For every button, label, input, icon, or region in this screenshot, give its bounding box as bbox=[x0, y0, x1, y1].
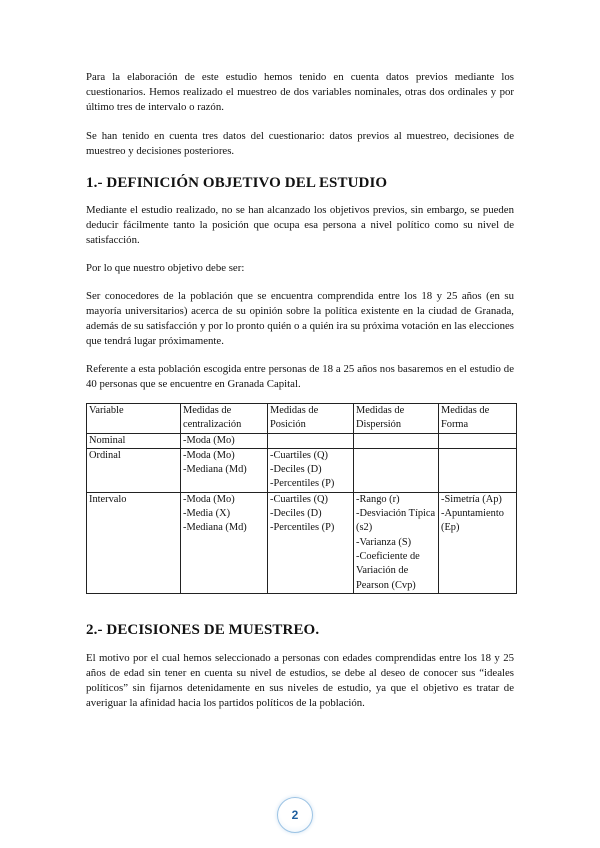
measure-item: -Simetría (Ap) bbox=[441, 493, 502, 505]
measure-item: -Varianza (S) bbox=[356, 536, 412, 548]
table-header-cell: Medidas de Posición bbox=[268, 404, 354, 434]
document-page bbox=[86, 70, 514, 711]
table-cell-variable: Intervalo bbox=[87, 492, 181, 593]
table-header-cell: Medidas de centralización bbox=[181, 404, 268, 434]
page-number: 2 bbox=[291, 808, 299, 822]
table-cell bbox=[439, 448, 517, 492]
section-1-paragraph-4: Referente a esta población escogida entre personas de 18 a 25 años nos basaremos en el estudio de 40 personas que se encuentre en Granada Capital. bbox=[86, 363, 514, 390]
table-row bbox=[87, 433, 517, 448]
table-cell bbox=[181, 492, 268, 593]
measure-item: -Percentiles (P) bbox=[270, 522, 335, 534]
table-cell bbox=[354, 448, 439, 492]
table-cell bbox=[354, 492, 439, 593]
table-cell bbox=[268, 492, 354, 593]
measure-item: -Moda (Mo) bbox=[183, 449, 235, 461]
intro-paragraph-2: Se han tenido en cuenta tres datos del cuestionario: datos previos al muestreo, decisiones de muestreo y decisiones posteriores. bbox=[86, 130, 514, 157]
table-cell-variable: Nominal bbox=[87, 433, 181, 448]
measure-item: -Deciles (D) bbox=[270, 508, 322, 520]
measure-item: -Rango (r) bbox=[356, 493, 400, 505]
measure-item: -Apuntamiento (Ep) bbox=[441, 508, 504, 534]
measures-table bbox=[86, 403, 517, 594]
table-cell bbox=[181, 448, 268, 492]
table-header-cell: Medidas de Forma bbox=[439, 404, 517, 434]
intro-paragraph-1: Para la elaboración de este estudio hemos tenido en cuenta datos previos mediante los cuestionarios. Hemos realizado el muestreo de dos variables nominales, otras dos ordinales y por último tres de intervalo o razón. bbox=[86, 71, 514, 113]
section-1-paragraph-2: Por lo que nuestro objetivo debe ser: bbox=[86, 262, 245, 274]
table-header-cell: Medidas de Dispersión bbox=[354, 404, 439, 434]
table-cell bbox=[439, 433, 517, 448]
table-cell bbox=[181, 433, 268, 448]
table-cell bbox=[268, 433, 354, 448]
measure-item: -Mediana (Md) bbox=[183, 522, 247, 534]
measure-item: -Moda (Mo) bbox=[183, 434, 235, 446]
measure-item: -Coeficiente de Variación de Pearson (Cvp) bbox=[356, 550, 420, 591]
table-header-row bbox=[87, 404, 517, 434]
measure-item: -Deciles (D) bbox=[270, 464, 322, 476]
measure-item: -Mediana (Md) bbox=[183, 464, 247, 476]
measure-item: -Media (X) bbox=[183, 508, 231, 520]
measure-item: -Cuartiles (Q) bbox=[270, 449, 328, 461]
page-number-badge bbox=[277, 797, 313, 833]
measure-item: -Percentiles (P) bbox=[270, 478, 335, 490]
table-cell bbox=[354, 433, 439, 448]
section-2-heading: 2.- DECISIONES DE MUESTREO. bbox=[86, 621, 320, 638]
table-header-cell: Variable bbox=[87, 404, 181, 434]
section-1-paragraph-3: Ser conocedores de la población que se encuentra comprendida entre los 18 y 25 años (en su mayoría universitarios) acerca de su opinión sobre la política existente en la ciudad de Granada, además de su satisfacción y por lo pronto quién o a quién ira su próxima votación en las elecciones que tendrá lugar próximamente. bbox=[86, 290, 514, 347]
table-row bbox=[87, 492, 517, 593]
section-1-paragraph-1: Mediante el estudio realizado, no se han alcanzado los objetivos previos, sin embargo, se pueden deducir fácilmente tanto la posición que ocupa esa persona a nivel político como su nivel de satisfacción. bbox=[86, 204, 514, 246]
table-row bbox=[87, 448, 517, 492]
table-cell-variable: Ordinal bbox=[87, 448, 181, 492]
measure-item: -Cuartiles (Q) bbox=[270, 493, 328, 505]
table-cell bbox=[268, 448, 354, 492]
measure-item: -Moda (Mo) bbox=[183, 493, 235, 505]
table-cell bbox=[439, 492, 517, 593]
measure-item: -Desviación Típica (s2) bbox=[356, 508, 436, 534]
section-2-paragraph-1: El motivo por el cual hemos seleccionado a personas con edades comprendidas entre los 18 y 25 años de edad sin tener en cuenta su nivel de estudios, se debe al deseo de conocer sus “ideales políticos” sin fijarnos detenidamente en sus niveles de estudio, ya que el objetivo es tratar de averiguar la afinidad hacia los partidos políticos de la población. bbox=[86, 651, 514, 709]
section-1-heading: 1.- DEFINICIÓN OBJETIVO DEL ESTUDIO bbox=[86, 175, 388, 191]
